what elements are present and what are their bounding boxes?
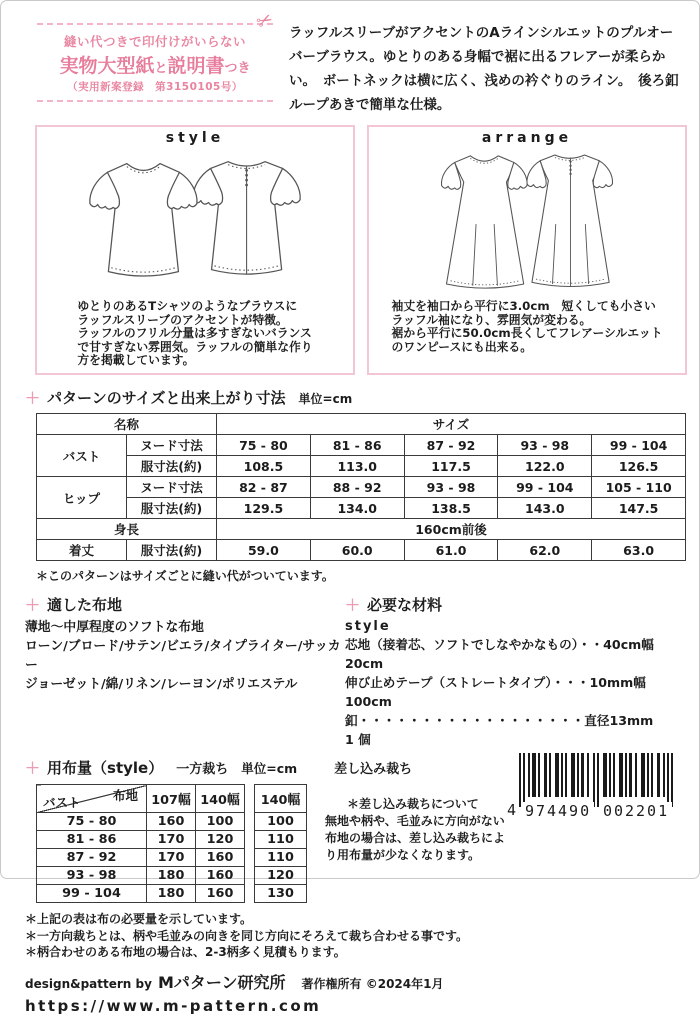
dress-front-back-drawing: [377, 146, 677, 298]
yardage-data-row: [37, 885, 245, 903]
barcode: [507, 753, 675, 820]
style-description-line: ゆとりのあるTシャツのようなブラウスに: [77, 299, 298, 314]
hip-label-cell: ヒップ: [37, 477, 127, 519]
garment-label-cell: 服寸法(約): [127, 456, 217, 477]
length-label-cell: 着丈: [37, 540, 127, 561]
bust-garment-cell: 117.5: [404, 456, 498, 477]
arrange-description-line: 裾から平行に50.0cm長くしてフレアーシルエット: [391, 326, 663, 341]
nude-label-cell: ヌード寸法: [127, 435, 217, 456]
materials-section: [345, 594, 673, 749]
arrange-box: [367, 125, 687, 375]
yardage-heading-main: [25, 757, 163, 778]
barcode-bars: [519, 753, 675, 809]
stamp-title-part: 実物大型紙: [59, 55, 155, 77]
insert-data-row: [255, 849, 307, 867]
w107-cell: 180: [147, 885, 196, 903]
w107-cell: 170: [147, 831, 196, 849]
hip-garment-row: [37, 498, 686, 519]
bust-garment-cell: 126.5: [592, 456, 686, 477]
yardage-note-line: ＊上記の表は布の必要量を示しています。: [25, 912, 253, 927]
yardage-data-row: [37, 849, 245, 867]
bust-nude-cell: 75 - 80: [217, 435, 311, 456]
insert-cut-note-line: 無地や柄や、毛並みに方向がない: [325, 814, 505, 829]
length-row: [37, 540, 686, 561]
bust-label-cell: バスト: [37, 435, 127, 477]
arrange-description-line: 袖丈を袖口から平行に3.0cm 短くしても小さい: [391, 299, 656, 314]
yardage-note-line: ＊一方向裁ちとは、柄や毛並みの向きを同じ方向にそろえて裁ち合わせる事です。: [25, 928, 469, 943]
insert-cut-note-line: ＊差し込み裁ちについて: [347, 797, 479, 812]
bust-nude-cell: 99 - 104: [592, 435, 686, 456]
footer: [25, 970, 699, 1015]
w107-cell: 170: [147, 849, 196, 867]
barcode-group-1: 974490: [522, 802, 594, 820]
insert-cut-table: [254, 784, 307, 903]
yardage-data-row: [37, 831, 245, 849]
hip-garment-cell: 143.0: [498, 498, 592, 519]
style-description-line: で甘すぎない雰囲気。ラッフルの簡単な作り: [77, 339, 313, 354]
plus-icon: ＋: [345, 596, 361, 615]
bust-garment-cell: 113.0: [310, 456, 404, 477]
bust-range-cell: 87 - 92: [37, 849, 147, 867]
fabric-section: [25, 594, 345, 749]
insert-data-row: [255, 813, 307, 831]
yardage-notes: [25, 911, 699, 961]
materials-heading-text: 必要な材料: [367, 596, 443, 615]
illustration-row: [35, 125, 673, 375]
materials-section-heading: [345, 594, 673, 615]
bust-range-cell: 93 - 98: [37, 867, 147, 885]
length-cell: 62.0: [498, 540, 592, 561]
blouse-figure: [45, 146, 345, 298]
blouse-front-back-drawing: [45, 149, 345, 295]
style-description: [77, 300, 312, 368]
w140-cell: 160: [196, 885, 245, 903]
plus-icon: ＋: [25, 389, 41, 408]
style-box: [35, 125, 355, 375]
size-table-note: ＊このパターンはサイズごとに縫い代がついています。: [36, 569, 334, 584]
header-size-cell: サイズ: [217, 414, 686, 435]
yardage-note-line: ＊柄合わせのある布地の場合は、2-3柄多く見積もります。: [25, 945, 346, 960]
yardage-heading-text: 用布量（style）: [47, 759, 164, 778]
bust-nude-cell: 81 - 86: [310, 435, 404, 456]
garment-label-cell: 服寸法(約): [127, 540, 217, 561]
scissors-icon: ✂: [252, 7, 278, 35]
footer-studio: Mパターン研究所: [157, 972, 286, 992]
stamp-title: [39, 51, 271, 78]
yardage-unit-label: 単位=cm: [241, 761, 298, 777]
w140-cell: 160: [196, 849, 245, 867]
stamp-registration: （実用新案登録 第3150105号）: [67, 81, 243, 93]
footer-rights: 著作権所有 ©2024年1月: [301, 976, 444, 991]
materials-style-label: style: [345, 619, 391, 635]
hip-garment-cell: 129.5: [217, 498, 311, 519]
yardage-data-row: [37, 813, 245, 831]
stamp-title-part: つき: [224, 61, 251, 76]
dress-figure: [377, 146, 677, 298]
size-table: [36, 413, 686, 561]
arrange-description: [392, 300, 663, 354]
height-value-cell: 160cm前後: [217, 519, 686, 540]
insert-cut-label: 差し込み裁ち: [334, 762, 413, 778]
fabric-section-heading: [25, 594, 345, 615]
barcode-group-2: 002201: [600, 802, 672, 820]
material-item: 釦・・・・・・・・・・・・・・・・・・直径13mm 1 個: [345, 713, 666, 748]
fabric-line: 薄地〜中厚程度のソフトな布地: [25, 620, 204, 636]
stamp-title-part: と: [154, 61, 168, 76]
bust-garment-row: [37, 456, 686, 477]
material-item: 伸び止めテープ（ストレートタイプ）・・・10mm幅 100cm: [345, 675, 659, 710]
plus-icon: ＋: [25, 596, 41, 615]
size-unit-label: 単位=cm: [298, 392, 353, 407]
bust-range-cell: 99 - 104: [37, 885, 147, 903]
width-107-header: 107幅: [147, 785, 196, 813]
insert-cell: 130: [255, 885, 307, 903]
arrange-description-line: ラッフル袖になり、雰囲気が変わる。: [391, 312, 592, 327]
fabric-heading-text: 適した布地: [47, 596, 123, 615]
bust-range-cell: 81 - 86: [37, 831, 147, 849]
bust-garment-cell: 122.0: [498, 456, 592, 477]
hip-garment-cell: 147.5: [592, 498, 686, 519]
bust-range-cell: 75 - 80: [37, 813, 147, 831]
w107-cell: 180: [147, 867, 196, 885]
bust-nude-cell: 93 - 98: [498, 435, 592, 456]
stamp-title-part: 説明書: [167, 55, 225, 77]
insert-data-row: [255, 831, 307, 849]
insert-cut-note-line: り用布量が少なくなります。: [325, 848, 481, 863]
fabric-line: ジョーゼット/綿/リネン/レーヨン/ポリエステル: [25, 677, 298, 693]
diagonal-header-cell: [37, 785, 147, 813]
nude-label-cell: ヌード寸法: [127, 477, 217, 498]
size-heading-text: パターンのサイズと出来上がり寸法: [47, 389, 286, 408]
style-description-line: ラッフルのフリル分量は多すぎないバランス: [77, 326, 312, 341]
bust-nude-cell: 87 - 92: [404, 435, 498, 456]
length-cell: 60.0: [310, 540, 404, 561]
w107-cell: 160: [147, 813, 196, 831]
insert-cell: 120: [255, 867, 307, 885]
intro-text: ラッフルスリーブがアクセントのAラインシルエットのプルオーバーブラウス。ゆとりのある身幅で裾に出るフレアーが柔らかい。 ボートネックは横に広く、浅めの衿ぐりのライン。 後ろ釦ループあきで簡単な仕様。: [289, 25, 679, 114]
yardage-data-row: [37, 867, 245, 885]
style-description-line: 方を掲載しています。: [77, 353, 195, 368]
fabric-diag-label: 布地: [112, 788, 138, 804]
cut-direction-label: 一方裁ち: [176, 762, 229, 778]
height-row: [37, 519, 686, 540]
w140-cell: 160: [196, 867, 245, 885]
insert-width-header: 140幅: [255, 785, 307, 813]
insert-cut-note: [325, 784, 505, 864]
footer-by: design&pattern by: [25, 976, 152, 991]
style-title: style: [165, 130, 225, 147]
yardage-table: [36, 784, 245, 903]
insert-cell: 110: [255, 849, 307, 867]
hip-garment-cell: 138.5: [404, 498, 498, 519]
hip-nude-cell: 105 - 110: [592, 477, 686, 498]
fabric-line: ローン/ブロード/サテン/ビエラ/タイプライター/サッカー: [25, 639, 341, 674]
stamp-box: [37, 7, 278, 102]
barcode-lead-digit: 4: [507, 801, 517, 819]
insert-cell: 110: [255, 831, 307, 849]
stamp-line-1: 縫い代つきで印付けがいらない: [63, 34, 246, 49]
hip-nude-row: [37, 477, 686, 498]
fabric-materials-row: [25, 594, 673, 749]
height-label-cell: 身長: [37, 519, 217, 540]
width-140-header: 140幅: [196, 785, 245, 813]
bust-diag-label: バスト: [43, 795, 81, 811]
yardage-header-row: [37, 785, 245, 813]
size-table-header-row: [37, 414, 686, 435]
footer-url: https://www.m-pattern.com: [25, 996, 322, 1015]
insert-cut-note-line: 布地の場合は、差し込み裁ちによ: [325, 831, 506, 846]
w140-cell: 100: [196, 813, 245, 831]
hip-nude-cell: 88 - 92: [310, 477, 404, 498]
length-cell: 61.0: [404, 540, 498, 561]
insert-cell: 100: [255, 813, 307, 831]
top-row: [1, 1, 699, 117]
bust-garment-cell: 108.5: [217, 456, 311, 477]
hip-nude-cell: 93 - 98: [404, 477, 498, 498]
header-name-cell: 名称: [37, 414, 217, 435]
plus-icon: ＋: [25, 759, 41, 778]
garment-label-cell: 服寸法(約): [127, 498, 217, 519]
length-cell: 63.0: [592, 540, 686, 561]
hip-nude-cell: 82 - 87: [217, 477, 311, 498]
hip-garment-cell: 134.0: [310, 498, 404, 519]
insert-data-row: [255, 867, 307, 885]
insert-data-row: [255, 885, 307, 903]
material-item: 芯地（接着芯、ソフトでしなやかなもの）・・40cm幅 20cm: [345, 637, 667, 672]
length-cell: 59.0: [217, 540, 311, 561]
hip-nude-cell: 99 - 104: [498, 477, 592, 498]
bust-nude-row: [37, 435, 686, 456]
style-description-line: ラッフルスリーブのアクセントが特徴。: [77, 312, 288, 327]
footer-credit: [25, 970, 699, 993]
barcode-bars-block: [519, 753, 675, 820]
arrange-description-line: のワンピースにも出来る。: [391, 339, 533, 354]
insert-header-row: [255, 785, 307, 813]
size-section-heading: [25, 387, 699, 408]
w140-cell: 120: [196, 831, 245, 849]
arrange-title: arrange: [481, 130, 573, 147]
